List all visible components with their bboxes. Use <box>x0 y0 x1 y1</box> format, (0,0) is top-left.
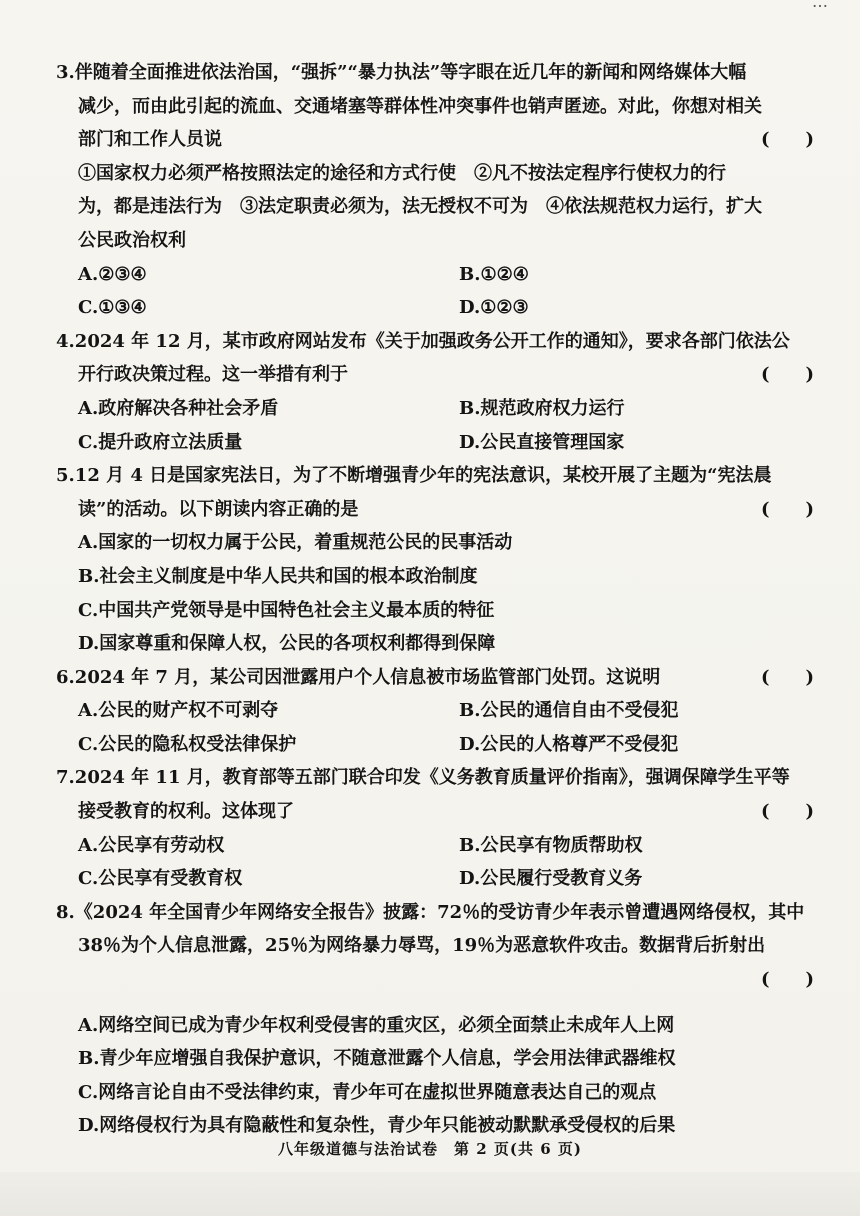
q8-stem-line-1: 8.《2024 年全国青少年网络安全报告》披露：72％的受访青少年表示曾遭遇网络侵权，其中 <box>56 901 805 923</box>
q5-answer-bracket: ( ) <box>760 498 814 520</box>
q7-stem-line-1: 7.2024 年 11 月，教育部等五部门联合印发《义务教育质量评价指南》，强调保障学生平等 <box>56 767 790 789</box>
q7-option-a[interactable]: A.公民享有劳动权 <box>78 834 225 856</box>
question-4 <box>56 325 816 459</box>
header-fragment: … <box>812 0 830 11</box>
q4-option-a[interactable]: A.政府解决各种社会矛盾 <box>78 397 279 419</box>
question-3 <box>56 56 816 325</box>
q7-stem-text: 接受教育的权利。这体现了 <box>78 801 294 823</box>
q6-options-row-2 <box>56 728 816 762</box>
q8-option-a[interactable]: A.网络空间已成为青少年权利受侵害的重灾区，必须全面禁止未成年人上网 <box>78 1014 675 1036</box>
q3-options-row-2 <box>56 291 816 325</box>
q4-option-c[interactable]: C.提升政府立法质量 <box>78 431 243 453</box>
q6-options-row-1 <box>56 694 816 728</box>
q8-spacer <box>56 997 816 1009</box>
q4-option-b[interactable]: B.规范政府权力运行 <box>459 397 625 419</box>
q3-answer-bracket: ( ) <box>760 129 814 151</box>
q3-option-d[interactable]: D.①②③ <box>459 297 529 319</box>
q3-stem-line-3 <box>56 123 816 157</box>
q6-stem-text: 6.2024 年 7 月，某公司因泄露用户个人信息被市场监管部门处罚。这说明 <box>56 666 661 688</box>
page-footer: 八年级道德与法治试卷 第 2 页(共 6 页) <box>278 1140 582 1158</box>
page-bottom-margin <box>0 1172 860 1216</box>
q3-statement-line-3: 公民政治权利 <box>78 229 186 251</box>
q6-option-b[interactable]: B.公民的通信自由不受侵犯 <box>459 700 679 722</box>
q4-options-row-2 <box>56 426 816 460</box>
q3-option-a[interactable]: A.②③④ <box>78 263 147 285</box>
q3-stem-line-1: 3.伴随着全面推进依法治国，“强拆”“暴力执法”等字眼在近几年的新闻和网络媒体大幅 <box>56 62 747 83</box>
q5-stem-line-2 <box>56 493 816 527</box>
q6-option-d[interactable]: D.公民的人格尊严不受侵犯 <box>459 733 679 755</box>
q8-option-c[interactable]: C.网络言论自由不受法律约束，青少年可在虚拟世界随意表达自己的观点 <box>78 1081 657 1103</box>
q5-stem-text: 读”的活动。以下朗读内容正确的是 <box>78 498 359 520</box>
q4-stem-line-1: 4.2024 年 12 月，某市政府网站发布《关于加强政务公开工作的通知》，要求各部门依法公 <box>56 330 790 352</box>
q6-option-c[interactable]: C.公民的隐私权受法律保护 <box>78 733 297 755</box>
q4-stem-text: 开行政决策过程。这一举措有利于 <box>78 364 348 386</box>
q3-option-c[interactable]: C.①③④ <box>78 297 147 319</box>
q4-options-row-1 <box>56 392 816 426</box>
q3-stem-text: 部门和工作人员说 <box>78 129 222 151</box>
q3-options-row-1 <box>56 258 816 292</box>
q4-option-d[interactable]: D.公民直接管理国家 <box>459 431 625 453</box>
q7-answer-bracket: ( ) <box>760 801 814 823</box>
question-7 <box>56 761 816 895</box>
q3-statement-line-2: 为，都是违法行为 ③法定职责必须为，法无授权不可为 ④依法规范权力运行，扩大 <box>78 196 762 218</box>
q8-answer-bracket: ( ) <box>760 969 814 991</box>
q7-options-row-1 <box>56 829 816 863</box>
q5-option-a[interactable]: A.国家的一切权力属于公民，着重规范公民的民事活动 <box>78 532 513 554</box>
q5-stem-line-1: 5.12 月 4 日是国家宪法日，为了不断增强青少年的宪法意识，某校开展了主题为“宪法晨 <box>56 465 772 487</box>
q7-stem-line-2 <box>56 795 816 829</box>
question-6 <box>56 661 816 762</box>
q5-option-b[interactable]: B.社会主义制度是中华人民共和国的根本政治制度 <box>78 565 478 587</box>
q8-option-d[interactable]: D.网络侵权行为具有隐蔽性和复杂性，青少年只能被动默默承受侵权的后果 <box>78 1115 676 1137</box>
q6-answer-bracket: ( ) <box>760 666 814 688</box>
q8-stem-line-2: 38％为个人信息泄露，25％为网络暴力辱骂，19％为恶意软件攻击。数据背后折射出 <box>78 935 766 957</box>
q3-option-b[interactable]: B.①②④ <box>459 263 529 285</box>
q4-answer-bracket: ( ) <box>760 364 814 386</box>
q5-option-c[interactable]: C.中国共产党领导是中国特色社会主义最本质的特征 <box>78 599 495 621</box>
q3-statement-line-1: ①国家权力必须严格按照法定的途径和方式行使 ②凡不按法定程序行使权力的行 <box>78 162 726 184</box>
q6-stem-line-1 <box>56 661 816 695</box>
q4-stem-line-2 <box>56 358 816 392</box>
question-5 <box>56 459 816 661</box>
q7-options-row-2 <box>56 862 816 896</box>
question-list <box>56 56 816 1143</box>
question-8 <box>56 896 816 1143</box>
q3-stem-line-2: 减少，而由此引起的流血、交通堵塞等群体性冲突事件也销声匿迹。对此，你想对相关 <box>78 95 762 117</box>
q8-bracket-line <box>56 963 816 997</box>
q6-option-a[interactable]: A.公民的财产权不可剥夺 <box>78 700 279 722</box>
q8-option-b[interactable]: B.青少年应增强自我保护意识，不随意泄露个人信息，学会用法律武器维权 <box>78 1048 676 1070</box>
q7-option-b[interactable]: B.公民享有物质帮助权 <box>459 834 643 856</box>
q7-option-c[interactable]: C.公民享有受教育权 <box>78 868 243 890</box>
q5-option-d[interactable]: D.国家尊重和保障人权，公民的各项权利都得到保障 <box>78 633 496 655</box>
q7-option-d[interactable]: D.公民履行受教育义务 <box>459 868 643 890</box>
